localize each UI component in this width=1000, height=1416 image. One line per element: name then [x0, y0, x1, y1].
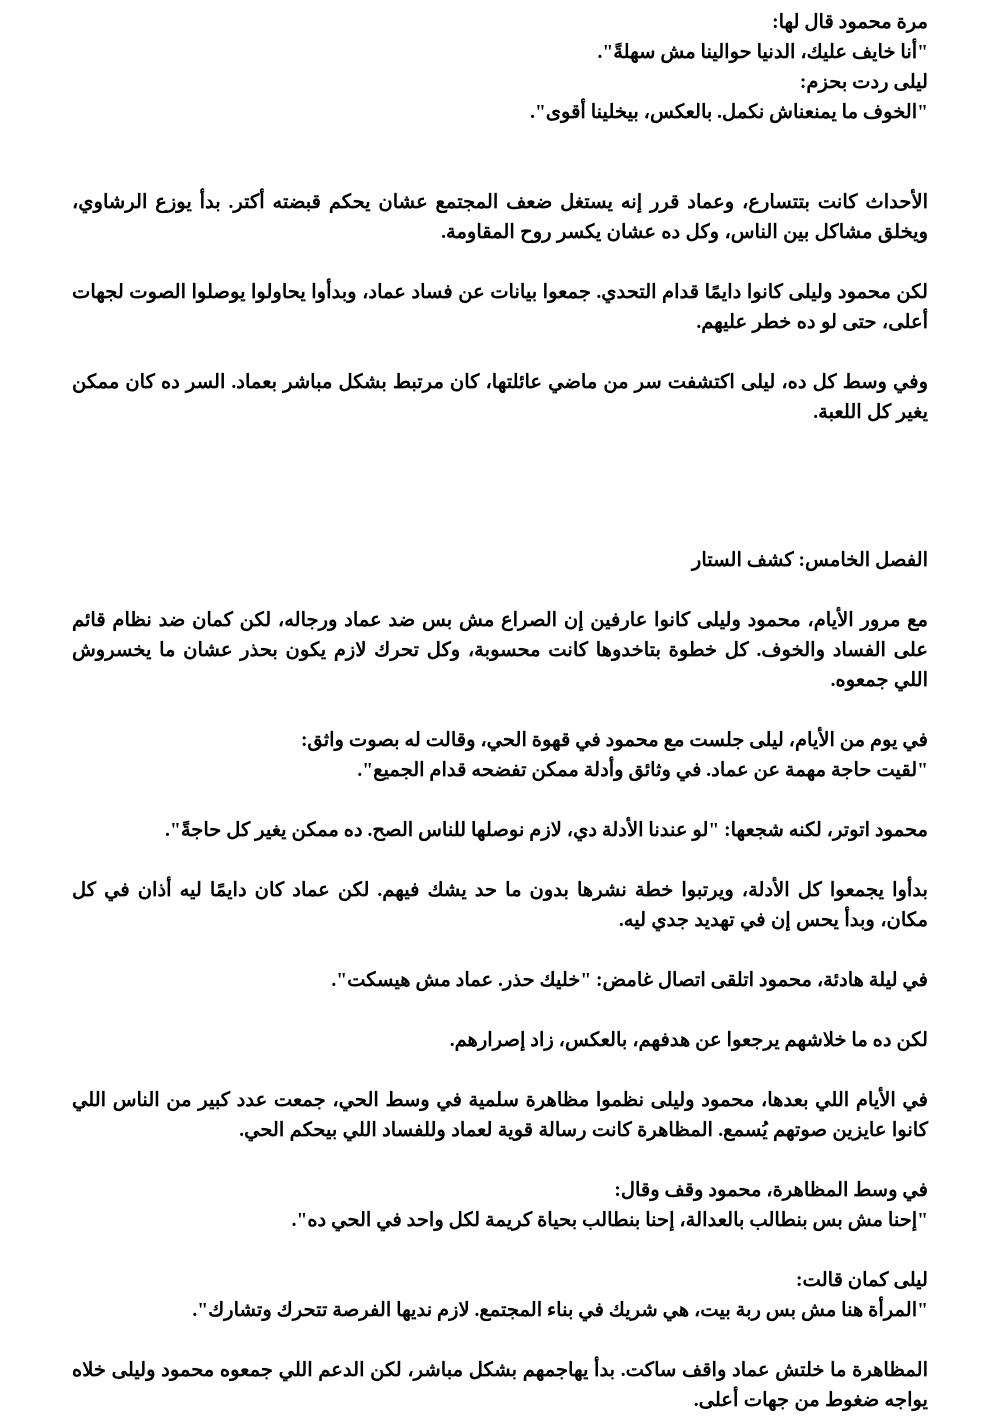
heading-gap: [72, 576, 928, 606]
layla-intro: ليلى كمان قالت:: [796, 1270, 928, 1291]
cafe-quote: "لقيت حاجة مهمة عن عماد. في وثائق وأدلة ممكن تفضحه قدام الجميع".: [357, 760, 928, 781]
paragraph-resolve: لكن ده ما خلاشهم يرجعوا عن هدفهم، بالعكس، زاد إصرارهم.: [449, 1030, 928, 1051]
paragraph-gap: [72, 846, 928, 876]
section-gap: [72, 428, 928, 546]
paragraph-events: الأحداث كانت بتتسارع، وعماد قرر إنه يستغل ضعف المجتمع عشان يحكم قبضته أكتر. بدأ يوزع الرشاوي، ويخلق مشاكل بين الناس، وكل ده عشان يكسر روح المقاومة.: [72, 192, 928, 243]
paragraph-gap: [72, 128, 928, 188]
paragraph-gap: [72, 338, 928, 368]
protest-quote: "إحنا مش بس بنطالب بالعدالة، إحنا بنطالب بحياة كريمة لكل واحد في الحي ده".: [291, 1210, 928, 1231]
protest-intro: في وسط المظاهرة، محمود وقف وقال:: [614, 1180, 928, 1201]
paragraph-gap: [72, 1236, 928, 1266]
paragraph-gap: [72, 786, 928, 816]
paragraph-call: في ليلة هادئة، محمود اتلقى اتصال غامض: "خليك حذر. عماد مش هيسكت".: [331, 970, 928, 991]
dialogue-quote-2: "الخوف ما يمنعناش نكمل. بالعكس، بيخلينا أقوى".: [530, 102, 928, 123]
paragraph-defiance: لكن محمود وليلى كانوا دايمًا قدام التحدي. جمعوا بيانات عن فساد عماد، وبدأوا يحاولوا يوصلوا الصوت لجهات أعلى، حتى لو ده خطر عليهم.: [72, 282, 928, 333]
paragraph-protest: في الأيام اللي بعدها، محمود وليلى نظموا مظاهرة سلمية في وسط الحي، جمعت عدد كبير من الناس اللي كانوا عايزين صوتهم يُسمع. المظاهرة كانت رسالة قوية لعماد وللفساد اللي بيحكم الحي.: [72, 1090, 928, 1141]
layla-quote: "المرأة هنا مش بس ربة بيت، هي شريك في بناء المجتمع. لازم نديها الفرصة تتحرك وتشارك".: [192, 1300, 928, 1321]
document-body: [72, 8, 928, 1416]
paragraph-gap: [72, 1146, 928, 1176]
paragraph-secret: وفي وسط كل ده، ليلى اكتشفت سر من ماضي عائلتها، كان مرتبط بشكل مباشر بعماد. السر ده كان ممكن يغير كل اللعبة.: [72, 372, 928, 423]
cafe-intro: في يوم من الأيام، ليلى جلست مع محمود في قهوة الحي، وقالت له بصوت واثق:: [300, 730, 928, 751]
paragraph-gap: [72, 996, 928, 1026]
dialogue-quote-1: "أنا خايف عليك، الدنيا حوالينا مش سهلةً".: [597, 42, 928, 63]
paragraph-plan: بدأوا يجمعوا كل الأدلة، ويرتبوا خطة نشرها بدون ما حد يشك فيهم. لكن عماد كان دايمًا ليه أذان في كل مكان، وبدأ يحس إن في تهديد جدي ليه.: [72, 880, 928, 931]
chapter-heading: الفصل الخامس: كشف الستار: [691, 550, 928, 571]
paragraph-gap: [72, 936, 928, 966]
dialogue-intro-1: مرة محمود قال لها:: [772, 12, 928, 33]
paragraph-gap: [72, 696, 928, 726]
paragraph-gap: [72, 248, 928, 278]
mahmoud-encourage: محمود اتوتر، لكنه شجعها: "لو عندنا الأدلة دي، لازم نوصلها للناس الصح. ده ممكن يغير كل حاجةً".: [165, 820, 928, 841]
paragraph-ending: المظاهرة ما خلتش عماد واقف ساكت. بدأ يهاجمهم بشكل مباشر، لكن الدعم اللي جمعوه محمود وليلى خلاه يواجه ضغوط من جهات أعلى.: [72, 1360, 928, 1411]
dialogue-intro-2: ليلى ردت بحزم:: [799, 72, 928, 93]
paragraph-gap: [72, 1326, 928, 1356]
paragraph-gap: [72, 1056, 928, 1086]
paragraph-struggle: مع مرور الأيام، محمود وليلى كانوا عارفين إن الصراع مش بس ضد عماد ورجاله، لكن كمان ضد نظام قائم على الفساد والخوف. كل خطوة بتاخدوها كانت محسوبة، وكل تحرك لازم يكون بحذر عشان ما يخسروش اللي جمعوه.: [72, 610, 928, 691]
